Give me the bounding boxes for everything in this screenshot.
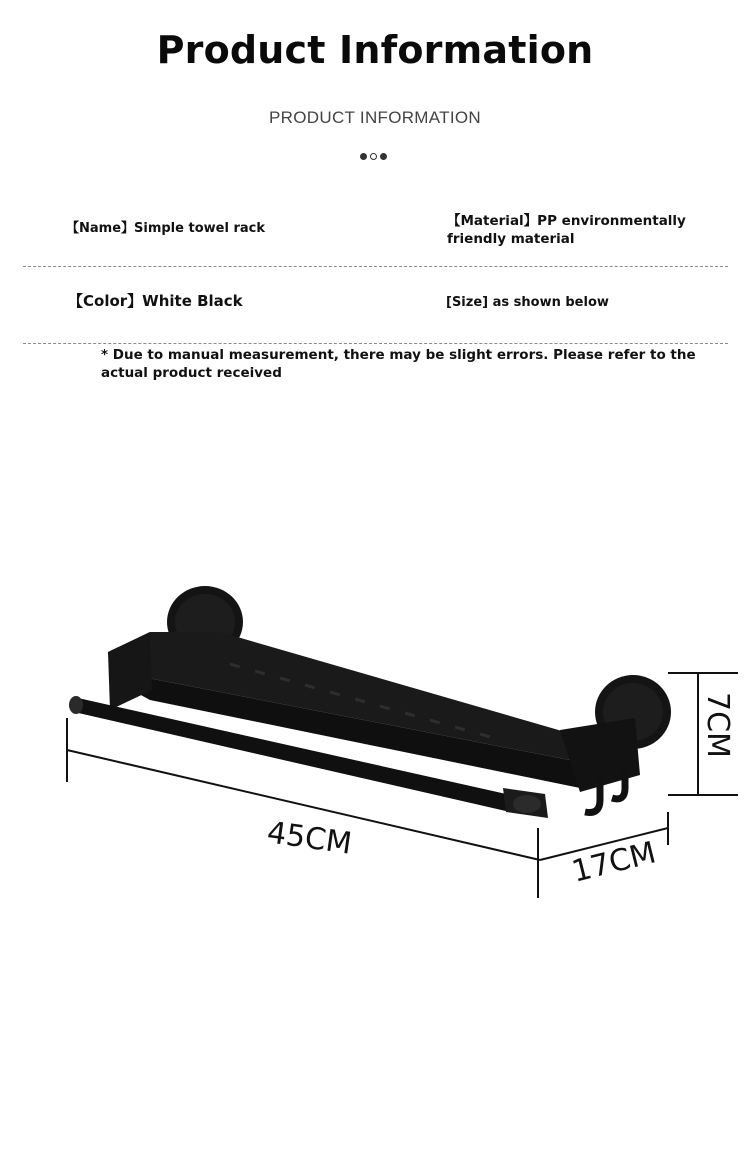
dot-icon <box>370 153 377 160</box>
height-label: 7CM <box>700 692 735 758</box>
dot-icon <box>360 153 367 160</box>
product-diagram <box>40 560 750 920</box>
depth-label: 17CM <box>568 835 660 890</box>
towel-rack-image <box>40 560 750 920</box>
page-subtitle: PRODUCT INFORMATION <box>269 108 481 127</box>
decorative-dots <box>360 153 387 160</box>
measurement-note: * Due to manual measurement, there may be slight errors. Please refer to the actual product received <box>101 347 696 381</box>
spec-size: [Size] as shown below <box>446 295 609 310</box>
length-label: 45CM <box>264 815 354 862</box>
page-title: Product Information <box>156 28 594 72</box>
spec-color: 【Color】White Black <box>68 292 243 310</box>
spec-name: 【Name】Simple towel rack <box>66 221 265 236</box>
dot-icon <box>380 153 387 160</box>
spec-material: 【Material】PP environmentally friendly material <box>447 213 686 247</box>
divider <box>23 266 728 267</box>
divider <box>23 343 728 344</box>
